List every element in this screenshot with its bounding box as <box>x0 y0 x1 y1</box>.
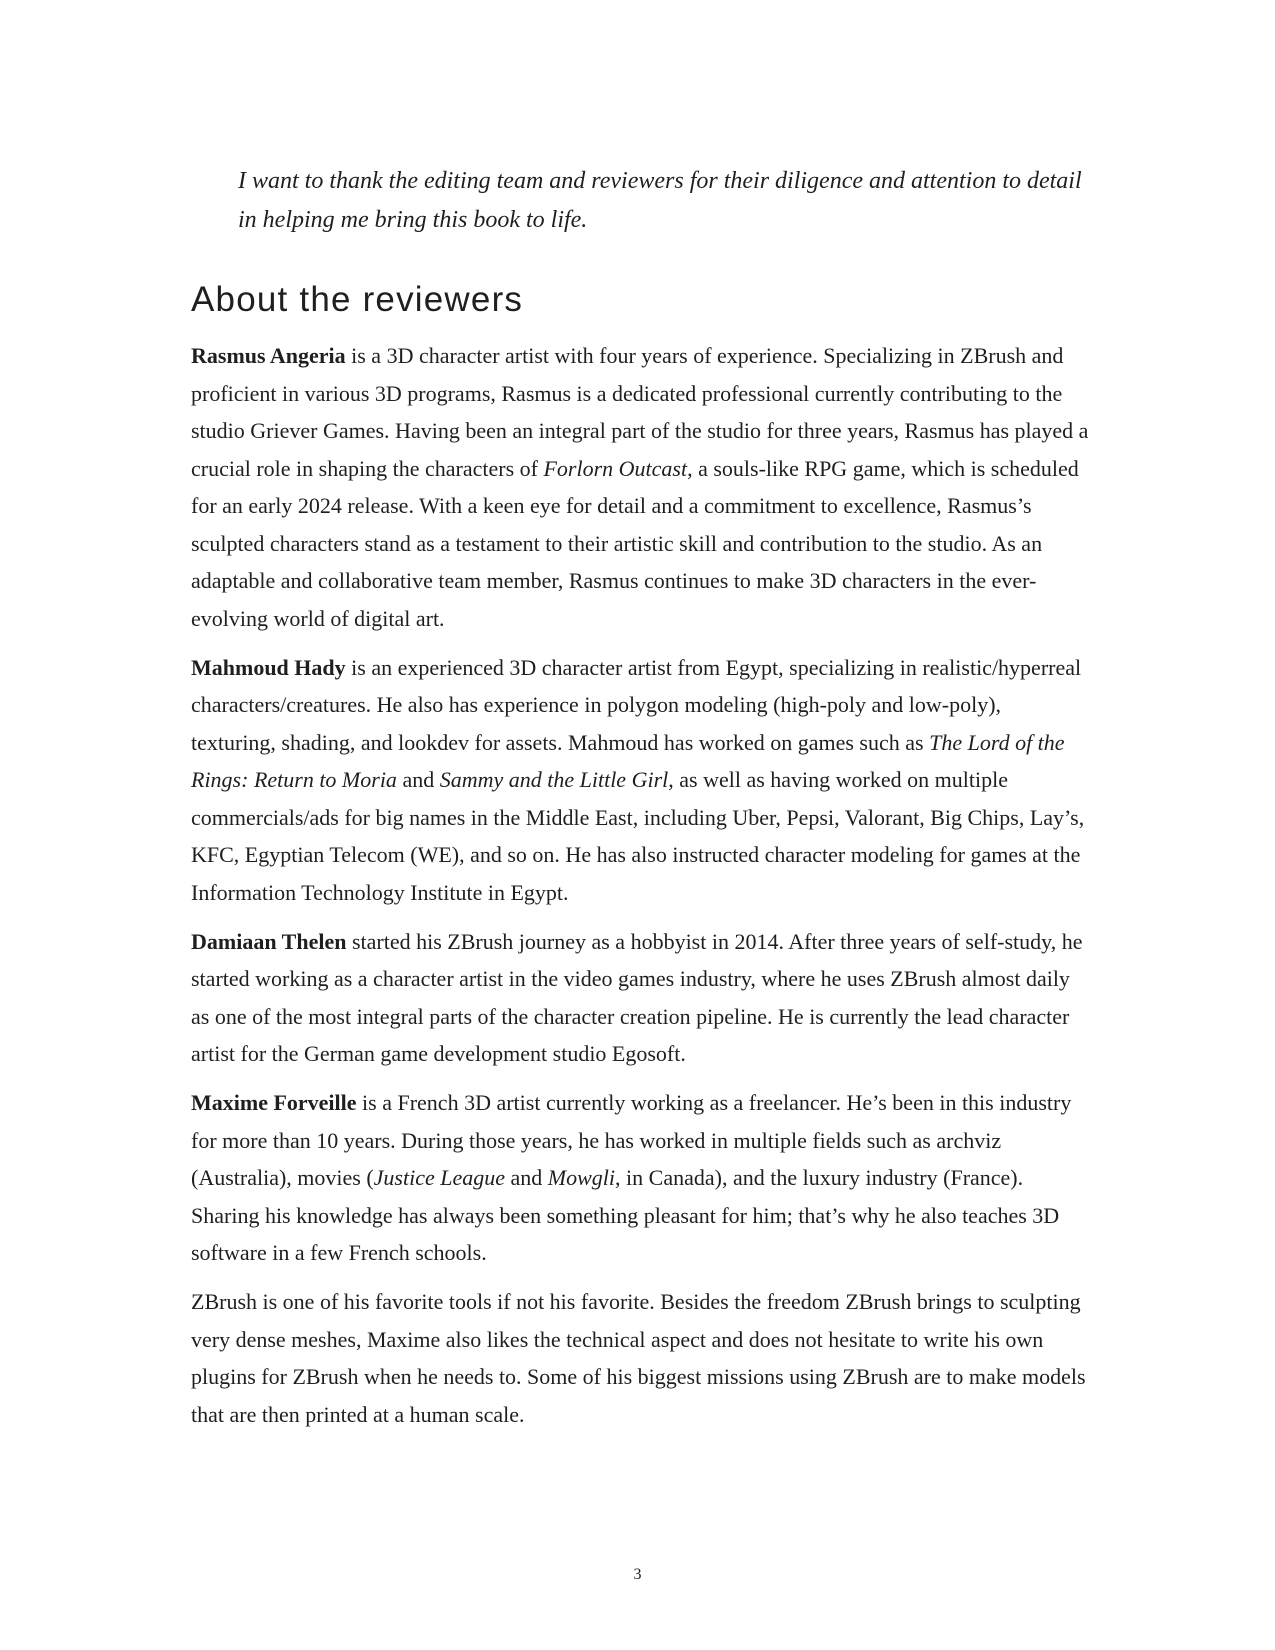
reviewer-bio-text: and <box>396 767 440 792</box>
reviewer-paragraph-rasmus <box>191 337 1091 637</box>
reviewer-name: Maxime Forveille <box>191 1090 357 1115</box>
reviewer-name: Damiaan Thelen <box>191 928 347 954</box>
movie-title: Justice League <box>373 1165 506 1190</box>
game-title: Sammy and the Little Girl <box>439 767 669 792</box>
game-title: Forlorn Outcast <box>543 455 688 481</box>
epigraph-line-2: in helping me bring this book to life. <box>238 206 588 233</box>
reviewers-body <box>191 337 1091 1445</box>
reviewer-bio-text: started his ZBrush journey as a hobbyist in 2014. After three years of self-study, he started working as a character artist in the video games industry, where he uses ZBrush almost daily as one of the most integral parts of the character creation pipeline. He is currently the lead character artist for the German game development studio Egosoft. <box>191 928 1083 1066</box>
reviewer-bio-text: is an experienced 3D character artist from Egypt, specializing in realistic/hyperreal characters/creatures. He also has experience in polygon modeling (high-poly and low-poly), texturing, shading, and lookdev for assets. Mahmoud has worked on games such as <box>191 654 1082 755</box>
reviewer-name: Rasmus Angeria <box>191 343 346 368</box>
reviewer-bio-text: is a 3D character artist with four years of experience. Specializing in ZBrush and proficient in various 3D programs, Rasmus is a dedicated professional currently contributing to the studio Griever Games. Having been an integral part of the studio for three years, Rasmus has played a crucial role in shaping the characters of <box>191 343 1089 481</box>
reviewer-bio-text: is a French 3D artist currently working as a freelancer. He’s been in this industry for more than 10 years. During those years, he has worked in multiple fields such as archviz (Australia), movies ( <box>191 1090 1072 1190</box>
reviewer-bio-text: , as well as having worked on multiple commercials/ads for big names in the Middle East, including Uber, Pepsi, Valorant, Big Chips, Lay’s, KFC, Egyptian Telecom (WE), and so on. He has also instructed character modeling for games at the Information Technology Institute in Egypt. <box>191 767 1085 905</box>
reviewer-paragraph-mahmoud <box>191 649 1091 912</box>
page-number: 3 <box>633 1566 642 1583</box>
game-title: The Lord of the Rings: Return to Moria <box>191 729 1065 792</box>
reviewer-name: Mahmoud Hady <box>191 654 346 680</box>
epigraph-line-1: I want to thank the editing team and reviewers for their diligence and attention to detail <box>238 168 1082 194</box>
closing-paragraph: ZBrush is one of his favorite tools if not his favorite. Besides the freedom ZBrush brings to sculpting very dense meshes, Maxime also likes the technical aspect and does not hesitate to write his own plugins for ZBrush when he needs to. Some of his biggest missions using ZBrush are to make models that are then printed at a human scale. <box>191 1289 1086 1427</box>
reviewer-bio-text: , in Canada), and the luxury industry (France). Sharing his knowledge has always been something pleasant for him; that’s why he also teaches 3D software in a few French schools. <box>191 1165 1060 1265</box>
acknowledgement-epigraph <box>238 162 1098 239</box>
section-heading: About the reviewers <box>191 280 524 319</box>
reviewer-bio-text: and <box>505 1165 548 1190</box>
reviewer-paragraph-damiaan <box>191 923 1091 1073</box>
movie-title: Mowgli <box>547 1165 616 1190</box>
reviewer-paragraph-maxime <box>191 1084 1091 1272</box>
reviewer-bio-text: , a souls-like RPG game, which is scheduled for an early 2024 release. With a keen eye for detail and a commitment to excellence, Rasmus’s sculpted characters stand as a testament to their artistic skill and contribution to the studio. As an adaptable and collaborative team member, Rasmus continues to make 3D characters in the ever-evolving world of digital art. <box>191 455 1079 631</box>
